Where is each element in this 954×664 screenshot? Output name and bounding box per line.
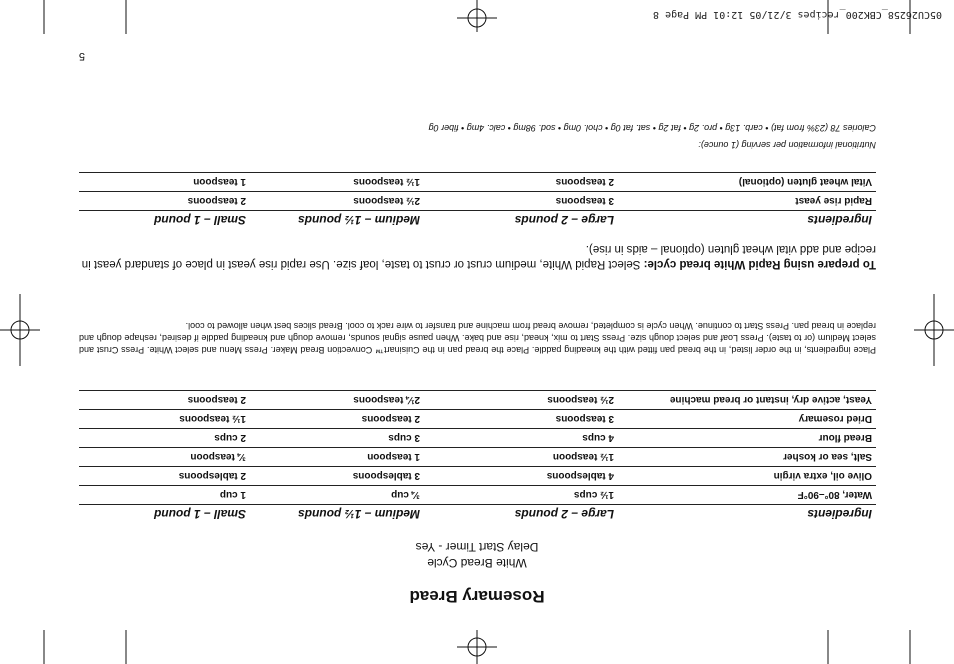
nutrition-values: Calories 78 (23% from fat) • carb. 13g • pro. 2g • fat 2g • sat. fat 0g • chol. 0mg • sod. 98mg • calc. 4mg • fiber 0g bbox=[428, 123, 876, 133]
ingredient-name: Water, 80°–90°F bbox=[618, 486, 876, 505]
cycle-label: White Bread Cycle bbox=[427, 556, 527, 570]
rapid-ingredients-table bbox=[79, 172, 876, 230]
amount-medium: 2 teaspoons bbox=[250, 410, 424, 429]
amount-medium: 3 cups bbox=[250, 429, 424, 448]
nutrition-heading: Nutritional information per serving (1 ounce): bbox=[698, 140, 876, 150]
amount-medium: 2½ teaspoons bbox=[250, 192, 424, 211]
amount-small: 1 teaspoon bbox=[79, 173, 250, 192]
print-slug: 05CU26258_CBK200_recipes 3/21/05 12:01 PM Page 8 bbox=[653, 9, 942, 20]
table-row bbox=[79, 486, 876, 505]
crosshair-target-top bbox=[457, 630, 497, 664]
table-row bbox=[79, 410, 876, 429]
table-row bbox=[79, 192, 876, 211]
crosshair-target-right bbox=[0, 294, 40, 366]
rapid-cycle-heading: To prepare using Rapid White bread cycle: bbox=[643, 258, 876, 270]
crosshair-target-left bbox=[914, 294, 954, 366]
amount-large: 4 tablespoons bbox=[424, 467, 618, 486]
table-row bbox=[79, 429, 876, 448]
amount-small: 2 teaspoons bbox=[79, 391, 250, 410]
ingredients-table bbox=[79, 390, 876, 524]
header-medium: Medium – 1½ pounds bbox=[297, 213, 420, 228]
ingredients-header-row bbox=[79, 505, 876, 525]
amount-small: 1 cup bbox=[79, 486, 250, 505]
amount-large: 1½ cups bbox=[424, 486, 618, 505]
amount-small: ¾ teaspoon bbox=[79, 448, 250, 467]
delay-timer-label: Delay Start Timer - Yes bbox=[415, 540, 539, 554]
table-row bbox=[79, 448, 876, 467]
ingredient-name: Olive oil, extra virgin bbox=[618, 467, 876, 486]
table-row bbox=[79, 173, 876, 192]
preparation-instructions: Place ingredients, in the order listed, in the bread pan fitted with the kneading paddle. Place the bread pan in the Cuisinart™ Convection Bread Maker. Press Menu and select White. Press Crust and select Medium (or to taste). Press Loaf and select dough size. Press Start to mix, knead, rise and bake. When pause signal sounds, remove dough and kneading paddle if desired, reshape dough and replace in bread pan. Press Start to continue. When cycle is completed, remove bread from machine and transfer to wire rack to cool. Bread slices best when allowed to cool. bbox=[79, 321, 876, 355]
amount-small: 2 cups bbox=[79, 429, 250, 448]
rapid-cycle-text: Select Rapid White, medium crust or crust to taste, loaf size. Use rapid rise yeast in place of standard yeast in recipe and add vital wheat gluten (optional – aids in rise). bbox=[81, 243, 876, 270]
amount-large: 2½ teaspoons bbox=[424, 391, 618, 410]
amount-medium: 3 tablespoons bbox=[250, 467, 424, 486]
header-ingredients: Ingredients bbox=[807, 507, 872, 522]
rapid-cycle-note bbox=[79, 241, 876, 271]
header-large: Large – 2 pounds bbox=[514, 507, 614, 522]
ingredient-name: Vital wheat gluten (optional) bbox=[618, 173, 876, 192]
amount-small: 1½ teaspoons bbox=[79, 410, 250, 429]
header-medium: Medium – 1½ pounds bbox=[297, 507, 420, 522]
amount-small: 2 tablespoons bbox=[79, 467, 250, 486]
amount-medium: 2¼ teaspoons bbox=[250, 391, 424, 410]
header-small: Small – 1 pound bbox=[153, 213, 246, 228]
rapid-header-row bbox=[79, 211, 876, 231]
page-number: 5 bbox=[78, 50, 85, 62]
amount-large: 4 cups bbox=[424, 429, 618, 448]
recipe-title: Rosemary Bread bbox=[409, 587, 545, 606]
amount-large: 2 teaspoons bbox=[424, 173, 618, 192]
table-row bbox=[79, 391, 876, 410]
crosshair-target-bottom bbox=[457, 0, 497, 32]
header-large: Large – 2 pounds bbox=[514, 213, 614, 228]
amount-medium: ¾ cup bbox=[250, 486, 424, 505]
table-row bbox=[79, 467, 876, 486]
header-small: Small – 1 pound bbox=[153, 507, 246, 522]
header-ingredients: Ingredients bbox=[807, 213, 872, 228]
ingredient-name: Rapid rise yeast bbox=[618, 192, 876, 211]
amount-medium: 1 teaspoon bbox=[250, 448, 424, 467]
amount-large: 3 teaspoons bbox=[424, 410, 618, 429]
amount-medium: 1½ teaspoons bbox=[250, 173, 424, 192]
ingredient-name: Bread flour bbox=[618, 429, 876, 448]
ingredient-name: Dried rosemary bbox=[618, 410, 876, 429]
ingredient-name: Yeast, active dry, instant or bread machine bbox=[618, 391, 876, 410]
amount-large: 3 teaspoons bbox=[424, 192, 618, 211]
ingredient-name: Salt, sea or kosher bbox=[618, 448, 876, 467]
amount-large: 1½ teaspoon bbox=[424, 448, 618, 467]
amount-small: 2 teaspoons bbox=[79, 192, 250, 211]
